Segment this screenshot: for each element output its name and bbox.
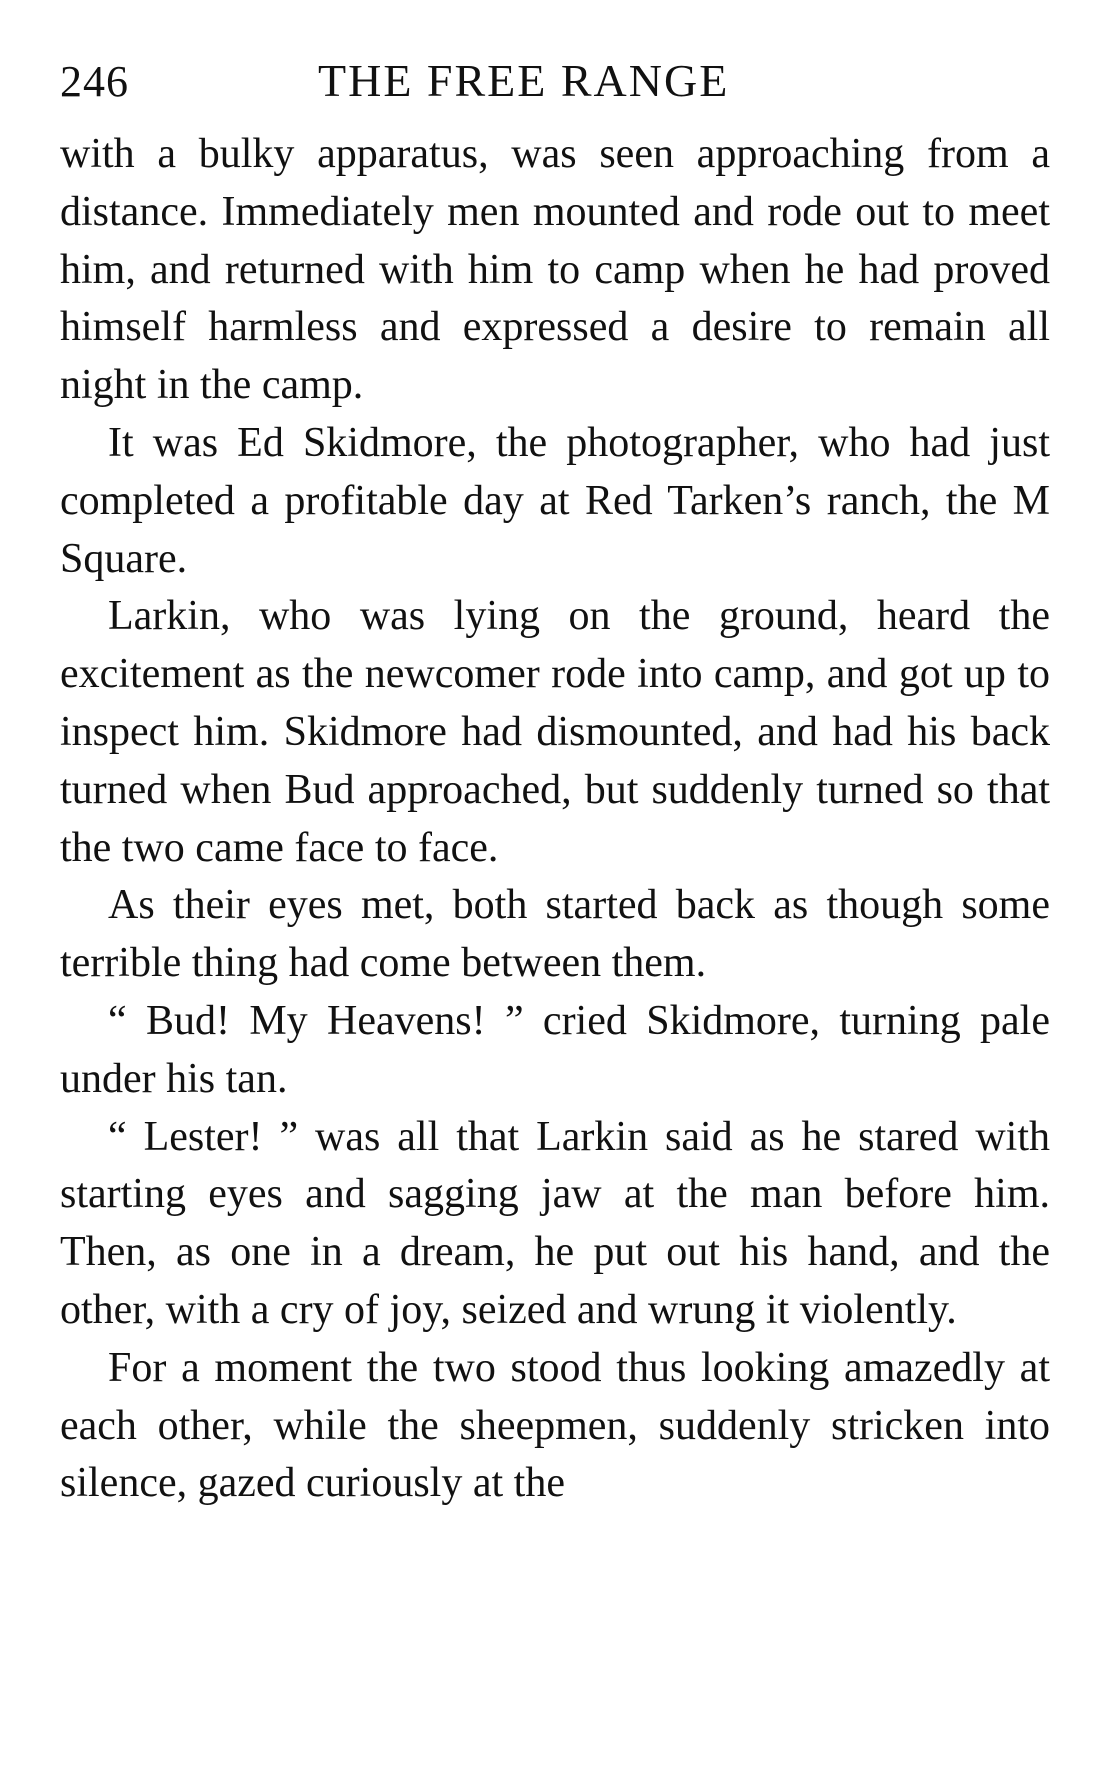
paragraph: “ Bud! My Heavens! ” cried Skidmore, turning pale under his tan.: [60, 997, 1050, 1102]
paragraph: As their eyes met, both started back as though some terrible thing had come between them.: [60, 882, 1050, 987]
running-head: THE FREE RANGE: [318, 55, 730, 106]
book-page: [60, 40, 1050, 1740]
page-number: 246: [60, 57, 129, 106]
body-text: [60, 126, 1050, 1513]
paragraph: It was Ed Skidmore, the photographer, who had just completed a profitable day at Red Tarken’s ranch, the M Square.: [60, 419, 1050, 582]
paragraph-continuation: with a bulky apparatus, was seen approaching from a distance. Immediately men mounted and rode out to meet him, and returned with him to camp when he had proved himself harmless and expressed a desire to remain all night in the camp.: [60, 131, 1050, 409]
paragraph: For a moment the two stood thus looking amazedly at each other, while the sheepmen, suddenly stricken into silence, gazed curiously at the: [60, 1344, 1050, 1507]
paragraph: Larkin, who was lying on the ground, heard the excitement as the newcomer rode into camp, and got up to inspect him. Skidmore had dismounted, and had his back turned when Bud approached, but suddenly turned so that the two came face to face.: [60, 593, 1050, 871]
paragraph: “ Lester! ” was all that Larkin said as he stared with starting eyes and sagging jaw at the man before him. Then, as one in a dream, he put out his hand, and the other, with a cry of joy, seized and wrung it violently.: [60, 1113, 1050, 1333]
page-header: [60, 40, 1050, 120]
